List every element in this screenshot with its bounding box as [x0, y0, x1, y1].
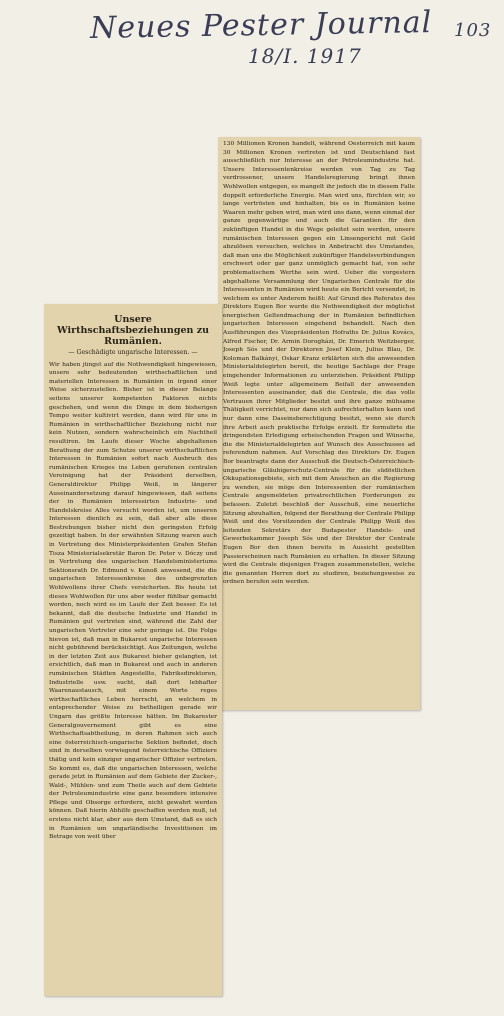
handwritten-page-number: 103 — [454, 20, 492, 41]
article-text-right: 130 Millionen Kronen handelt, während Oesterreich mit kaum 30 Millionen Kronen vertreten ist und Deutschland fast ausschließlich nur Interesse an der Petroleumindustrie hat. Unsere Interessentenkreise werden von Tag zu Tag verdrossener, unsere Handelsregierung bringt ihnen Wohlwollen entgegen, es mangelt ihr jedoch die in diesem Falle doppelt erforderliche Energie. Man wird uns, fürchten wir, so lange vertrösten und hinhalten, bis es in Rumänien keine Waaren mehr geben wird, man wird uns dann, wenn einmal der ganze gegenwärtige und auch die Garantien für den zukünftigen Handel in die Wege geleitet sein werden, unsere rumänischen Interessen gegen ein Linsengericht mit Geld abzulösen versuchen, welches in Anbetracht des Umstandes, daß man uns die Möglichkeit zukünftiger Handelsverbindungen erschwert oder gar ganz unmöglich gemacht hat, von sehr problematischem Werthe sein wird. Ueber die vorgestern abgehaltene Versammlung der Ungarischen Centrale für die Interessenten in Rumänien wird heute ein Bericht versendet, in welchem es unter Anderem heißt: Auf Grund des Referates des Direktors Eugen Bor wurde die Nothwendigkeit der möglichst energischen Geltendmachung der in Rumänien befindlichen ungarischen Interessen eingehend behandelt. Nach den Ausführungen des Vizepräsidenten Hofraths Dr. Julius Kovács, Alfred Fischer, Dr. Armin Dorogházi, Dr. Emerich Weitzberger, Joseph Sós und der Direktoren Josef Klein, Julius Blau, Dr. Koloman Balkányi, Oskar Kranz erklärten sich die anwesenden Ministerialdelegirten bereit, die heutige Sachlage der Frage eingehender Informationen zu unterziehen. Präsident Philipp Weiß legte unter allgemeinem Beifall der anwesenden Interessenten auseinander, daß die Centrale, die das volle Vertrauen ihrer Mitglieder besitzt und ihre ganze mühsame Thätigkeit verrichtet, nur dann sich aufrechterhalten kann und nur dann eine Daseinsberechtigung besitzt, wenn sie durch ihre Arbeit auch praktische Erfolge erzielt. Er formulirte die dringendsten Erledigung erheischenden Fragen und Wünsche, die die Ministerialdelegirten auf Wunsch des Ausschusses ad referendum nahmen. Auf Vorschlag des Direktors Dr. Eugen Bor beantragte dann der Ausschuß die Deutsch-Österreichisch-ungarische Gläubigerschutz-Centrale für die südöstlichen Okkupationsgebiete, sich mit dem Ansuchen an die Regierung zu wenden, sie möge den Interessenten der rumänischen Centrale angemeldeten privatrechtlichen Forderungen zu befassen. Zuletzt beschloß der Ausschuß, eine neuerliche Sitzung abzuhalten, folgend der Berathung der Centrale Philipp Weiß und des Vorsitzenden der Centrale Philipp Weiß des leitenden Sekretärs der Budapester Handels- und Gewerbekammer Joseph Sós und der Direktor der Centrale Eugen Bor den ihnen bereits in Aussicht gestellten Passierscheinen nach Rumänien zu erhalten. In dieser Sitzung wird die Centrale diejenigen Fragen zusammenstellen, welche die genannten Herren dort zu studiren, beziehungsweise zu ordnen berufen sein werden. — [223, 141, 415, 586]
clipping-continuation — [218, 137, 420, 710]
clipping-article-start — [44, 304, 222, 996]
article-heading: Unsere Wirthschaftsbeziehungen zu Rumänien. — [56, 314, 210, 347]
article-subheading: — Geschädigte ungarische Interessen. — — [68, 349, 198, 356]
article-text-left: Wir haben jüngst auf die Nothwendigkeit hingewiesen, unsere sehr bedeutenden wirthschaftlichen und materiellen Interessen in Rumänien in irgend einer Weise sicherzustellen. Bisher ist in dieser Belange seitens unserer kompetenten Faktoren nichts geschehen, und wenn die Dinge in dem bisherigen Tempo weiter kultivirt werden, dann wird für uns in Rumänien in wirthschaftlicher Beziehung nicht nur kein Nutzen, sondern wahrscheinlich ein Nachtheil resultiren. Im Laufe dieser Woche abgehaltenen Berathung der zum Schutze unserer wirthschaftlichen Interessen in Rumänien sofort nach Ausbruch des rumänischen Krieges ins Leben gerufenen centralen Vereinigung hat der Präsident derselben, Generaldirektor Philipp Weiß, in längerer Auseinandersetzung darauf hingewiesen, daß seitens der in Rumänien interessirten Industrie- und Handelskreise Alles versucht worden ist, um unseren Interessen dienlich zu sein, daß aber alle diese Bestrebungen bisher nicht den geringsten Erfolg gezeitigt haben. In der erwähnten Sitzung waren auch in Vertretung des Ministerpräsidenten Grafen Stefan Tisza Ministerialsekretär Baron Dr. Peter v. Dóczy und in Vertretung des ungarischen Handelsministeriums Sektionsrath Dr. Edmund v. Kunoß anwesend, die die ungarischen Interessenkreise des unbegrenzten Wohlwollens ihrer Chefs versicherten. Bis heute ist dieses Wohlwollen für uns aber weder fühlbar gemacht worden, noch wird es im Laufe der Zeit besser. Es ist bekannt, daß die deutsche Industrie und Handel in Rumänien gut vertreten sind, während die Zahl der ungarischen Vertreter eine sehr geringe ist. Die Folge hievon ist, daß man in Bukarest ungarische Interessen nicht gebührend berücksichtigt. Aus Zeitungen, welche in der letzten Zeit aus Bukarest hieher gelangten, ist ersichtlich, daß man in Bukarest und auch in anderen rumänischen Städten Angestellte, Fabriksdirektoren, Industrielle usw. sucht, daß dort lebhafter Waarenaustausch, mit einem Worte reges wirthschaftliches Leben herrscht, an welchem in entsprechender Weise zu betheiligen gerade wir Ungarn das größte Interesse hätten. Im Bukarester Generalgouvernement gibt es eine Wirthschaftsabtheilung, in deren Rahmen sich auch eine österreichisch-ungarische Sektion befindet, doch sind in derselben vorwiegend österreichische Offiziere thätig und kein einziger ungarischer Offizier vertreten. So kommt es, daß die ungarischen Interessen, welche gerade jetzt in Rumänien auf dem Gebiete der Zucker-, Wald-, Mühlen- und zum Theile auch auf dem Gebiete der Petroleumindustrie eine ganz besondere intensive Pflege und Obsorge erfordern, nicht gewahrt werden können. Daß hierin Abhilfe geschaffen werden muß, ist erstens nicht klar, aber aus dem Umstand, daß es sich in Rumänien um ungarländische Investitionen im Betrage von weit über — [49, 361, 217, 841]
handwritten-newspaper-title: Neues Pester Journal — [89, 5, 433, 46]
handwritten-date: 18/I. 1917 — [248, 44, 362, 68]
